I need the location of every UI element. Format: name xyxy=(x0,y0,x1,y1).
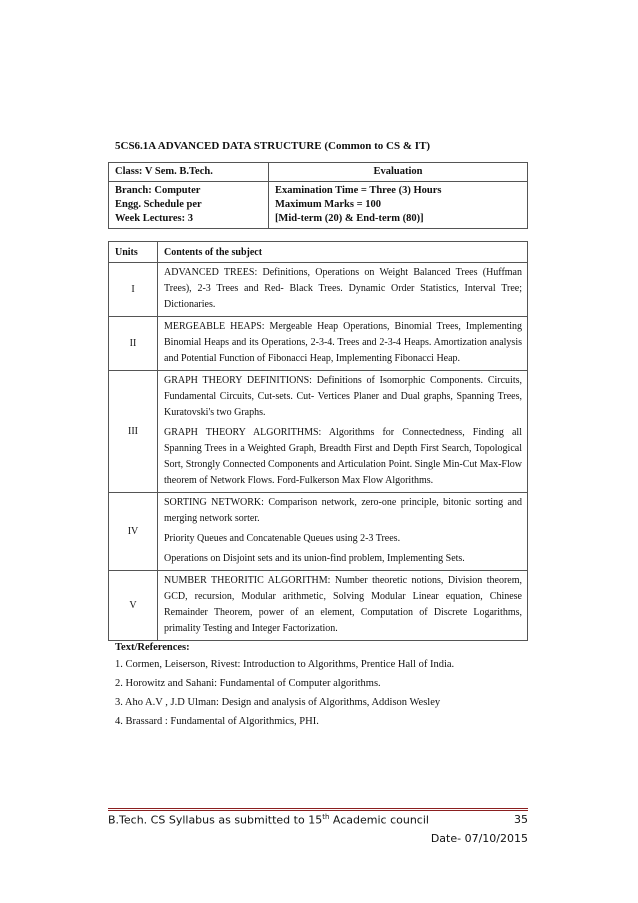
units-header: Units xyxy=(109,242,158,263)
reference-item: 3. Aho A.V , J.D Ulman: Design and analysis of Algorithms, Addison Wesley xyxy=(115,697,441,708)
unit-paragraph: GRAPH THEORY DEFINITIONS: Definitions of Isomorphic Components. Circuits, Fundamental Circuits, Cut-sets. Cut- Vertices Planer and Dual graphs, Spanning Trees, Kuratovski's two Graphs. xyxy=(164,375,522,418)
unit-paragraph: ADVANCED TREES: Definitions, Operations on Weight Balanced Trees (Huffman Trees), 2-3 Trees and Red- Black Trees. Dynamic Order Statistics, Interval Tree; Dictionaries. xyxy=(164,267,522,310)
class-label: Class: V Sem. B.Tech. xyxy=(109,163,269,182)
unit-paragraph: Priority Queues and Concatenable Queues using 2-3 Trees. xyxy=(164,533,401,544)
branch-cell xyxy=(109,182,269,229)
unit-paragraph: SORTING NETWORK: Comparison network, zero-one principle, bitonic sorting and merging network sorter. xyxy=(164,497,522,524)
unit-paragraph: Operations on Disjoint sets and its union-find problem, Implementing Sets. xyxy=(164,553,465,564)
footer-divider xyxy=(108,810,528,811)
table-row xyxy=(109,182,528,229)
unit-content xyxy=(158,371,528,493)
unit-paragraph: MERGEABLE HEAPS: Mergeable Heap Operations, Binomial Trees, Implementing Binomial Heaps and its Operations, 2-3-4. Trees and 2-3-4 Heaps. Amortization analysis and Potential Function of Fibonacci Heap, Implementing Fibonacci Heap. xyxy=(164,321,522,364)
table-row xyxy=(109,263,528,317)
contents-header: Contents of the subject xyxy=(158,242,528,263)
unit-number: IV xyxy=(109,493,158,571)
max-marks-label: Maximum Marks = 100 xyxy=(274,199,381,210)
footer-caption-sup: th xyxy=(322,813,330,821)
references-section xyxy=(115,642,454,735)
page-number: 35 xyxy=(514,813,528,826)
reference-item: 2. Horowitz and Sahani: Fundamental of Computer algorithms. xyxy=(115,678,381,689)
footer-caption-text-end: Academic council xyxy=(329,813,429,827)
unit-content xyxy=(158,263,528,317)
table-row xyxy=(109,317,528,371)
schedule-label: Engg. Schedule per xyxy=(115,199,202,210)
unit-paragraph: GRAPH THEORY ALGORITHMS: Algorithms for Connectedness, Finding all Spanning Trees in a Weighted Graph, Breadth First and Depth First Search, Topological Sort, Strongly Connected Components and Articulation Point. Single Min-Cut Max-Flow theorem of Network Flows. Ford-Fulkerson Max Flow Algorithms. xyxy=(164,427,522,486)
evaluation-label: Evaluation xyxy=(268,163,527,182)
table-row xyxy=(109,371,528,493)
reference-item: 1. Cormen, Leiserson, Rivest: Introduction to Algorithms, Prentice Hall of India. xyxy=(115,659,455,670)
unit-number: V xyxy=(109,571,158,641)
unit-number: I xyxy=(109,263,158,317)
syllabus-table xyxy=(108,241,528,641)
reference-item: 4. Brassard : Fundamental of Algorithmics, PHI. xyxy=(115,716,319,727)
table-header-row xyxy=(109,242,528,263)
exam-cell xyxy=(268,182,527,229)
marks-split-label: [Mid-term (20) & End-term (80)] xyxy=(274,213,424,224)
unit-number: III xyxy=(109,371,158,493)
page-title: 5CS6.1A ADVANCED DATA STRUCTURE (Common to CS & IT) xyxy=(115,140,431,152)
table-row xyxy=(109,571,528,641)
footer-date: Date- 07/10/2015 xyxy=(430,832,528,845)
unit-number: II xyxy=(109,317,158,371)
branch-label: Branch: Computer xyxy=(115,185,201,196)
unit-paragraph: NUMBER THEORITIC ALGORITHM: Number theoretic notions, Division theorem, GCD, recursion, Modular arithmetic, Solving Modular Linear equation, Chinese Remainder Theorem, power of an element, Computation of Discrete Logarithms, primality Testing and Integer Factorization. xyxy=(164,575,522,634)
exam-time-label: Examination Time = Three (3) Hours xyxy=(274,185,442,196)
footer-caption-text: B.Tech. CS Syllabus as submitted to 15 xyxy=(108,813,323,827)
references-heading: Text/References: xyxy=(115,642,190,653)
unit-content xyxy=(158,317,528,371)
footer-divider xyxy=(108,808,528,809)
table-row xyxy=(109,163,528,182)
table-row xyxy=(109,493,528,571)
footer-caption xyxy=(108,813,429,827)
lectures-label: Week Lectures: 3 xyxy=(115,213,193,224)
unit-content xyxy=(158,571,528,641)
unit-content xyxy=(158,493,528,571)
course-info-table xyxy=(108,162,528,229)
